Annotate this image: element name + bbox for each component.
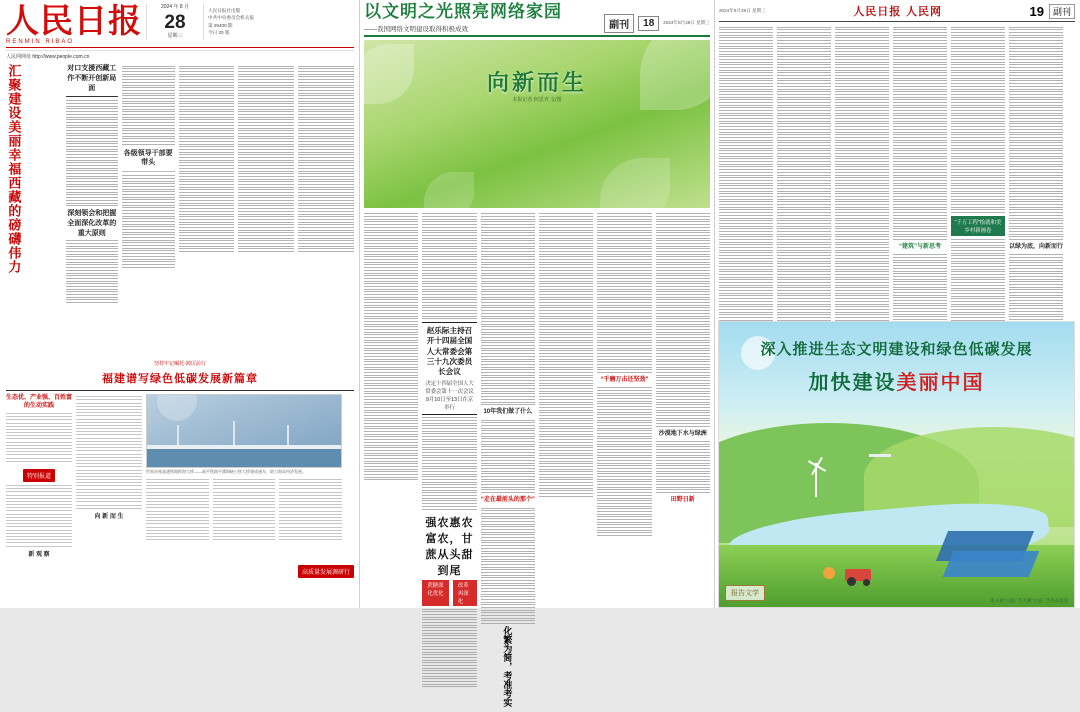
solar-panel-icon <box>943 551 1040 577</box>
body-text <box>656 213 710 426</box>
body-text <box>66 240 118 303</box>
right-column-head-0: “建筑”与新思考 <box>898 244 941 250</box>
divider <box>122 171 175 172</box>
quality-development-tag: 高质量发展调研行 <box>298 565 354 578</box>
box-news <box>422 322 476 415</box>
masthead-line-0: 中共中央委员会机关报 <box>208 15 254 21</box>
column-head-0: 坚持牢记嘱托·踔厉前行 <box>154 361 206 367</box>
body-text <box>539 213 593 496</box>
drone-icon <box>869 454 891 457</box>
masthead-info <box>208 4 354 36</box>
small-item-title-1: 新 观 察 <box>28 551 50 558</box>
body-text <box>76 396 142 509</box>
body-text <box>597 213 651 373</box>
body-text <box>422 609 476 688</box>
right-page-flag <box>1030 4 1075 19</box>
body-text <box>213 477 276 543</box>
body-text <box>597 387 651 536</box>
supplement-label: 副刊 <box>1049 4 1075 19</box>
left-col-3 <box>122 64 175 314</box>
middle-page-flag <box>604 14 710 33</box>
body-text <box>298 66 354 252</box>
poster-line-2-prefix: 加快建设 <box>808 372 897 394</box>
right-column-head-2: 以绿为底，向新而行 <box>1009 244 1064 250</box>
mid-head-4: 沙漠地下水与绿洲 <box>658 430 707 437</box>
middle-page-title: 以文明之光照亮网络家园 <box>364 2 562 21</box>
middle-col-1 <box>364 212 418 712</box>
newspaper-pinyin: RENMIN RIBAO <box>6 39 75 45</box>
sub-head-1: 深刻领会和把握全面深化改革的重大原则 <box>67 210 117 237</box>
flower-icon <box>823 567 835 579</box>
banner-image <box>364 40 710 208</box>
photo-bridge <box>146 394 342 468</box>
body-text <box>146 477 209 543</box>
body-text <box>951 27 1005 213</box>
middle-page-date: 2024年8月28日 星期三 <box>663 20 710 26</box>
tag-row <box>422 580 476 606</box>
body-text <box>6 413 72 462</box>
left-masthead <box>6 1 354 48</box>
middle-col-6 <box>656 212 710 712</box>
body-text <box>66 100 118 206</box>
middle-col-3 <box>481 212 535 712</box>
special-report-tag: 特别报道 <box>23 469 55 482</box>
banner-byline: 本报记者 何思齐 文/图 <box>512 96 562 103</box>
page-number: 18 <box>638 16 659 31</box>
masthead-date <box>146 4 204 40</box>
body-text <box>179 66 235 252</box>
page-headline: 汇聚建设美丽幸福西藏的磅礴伟力 <box>6 64 22 274</box>
body-text <box>6 485 72 547</box>
right-masthead-title: 人民日报 人民网 <box>853 5 943 18</box>
left-lower-col-2 <box>76 394 142 559</box>
page-left <box>0 0 360 608</box>
mid-head-2: 10年我们做了什么 <box>483 409 533 416</box>
banner-title: 向新而生 <box>486 69 587 95</box>
masthead-url: 人民网网址 http://www.people.com.cn <box>6 50 354 61</box>
left-feature-headline: 福建谱写绿色低碳发展新篇章 <box>102 373 258 385</box>
mid-head-3: 化繁为简，考准考实 <box>502 626 513 708</box>
secondary-headline: 强农惠农富农，甘蔗从头甜到尾 <box>425 516 474 577</box>
body-text <box>122 66 175 145</box>
middle-col-2 <box>422 212 476 712</box>
middle-columns <box>364 212 710 712</box>
mid-head-1: “走在最前头的那个” <box>480 497 535 504</box>
left-col-5 <box>238 64 294 314</box>
body-text <box>238 66 294 252</box>
masthead-line-2: 今日 20 版 <box>208 30 230 36</box>
middle-page-subtitle: ——我国网络文明建设取得积极成效 <box>364 25 468 33</box>
divider <box>66 96 118 97</box>
left-lower-col-1 <box>6 394 72 559</box>
left-col-4 <box>179 64 235 314</box>
body-text <box>893 27 947 240</box>
supplement-label: 副刊 <box>604 14 634 33</box>
tag-0: 蔗糖深化优化 <box>422 580 449 606</box>
poster-line-1: 深入推进生态文明建设和绿色低碳发展 <box>760 341 1033 358</box>
left-col-6 <box>298 64 354 314</box>
mid-head-5: 田野日新 <box>670 497 695 504</box>
mid-head-0: “千磨万击还坚劲” <box>600 376 649 383</box>
masthead-weekday: 星期三 <box>167 32 183 39</box>
eco-poster <box>718 321 1075 608</box>
left-col-1 <box>6 64 62 314</box>
poster-line-2 <box>719 366 1074 395</box>
body-text <box>364 213 418 480</box>
left-lower-section <box>6 358 354 579</box>
middle-col-5 <box>597 212 651 712</box>
column-head-2: 生态优、产业强、百姓富的生动实践 <box>6 395 73 410</box>
newspaper-title: 人民日报 <box>6 1 142 40</box>
tractor-wheel <box>863 579 870 586</box>
poster-seal: 报告文学 <box>725 585 765 601</box>
poster-line-2-highlight: 美丽中国 <box>896 372 985 394</box>
left-photo-block <box>146 394 342 559</box>
divider <box>6 390 354 391</box>
page-number: 19 <box>1029 3 1044 19</box>
small-item-title-0: 向 新 而 生 <box>94 513 124 520</box>
body-text <box>1009 27 1063 240</box>
body-text <box>656 441 710 493</box>
middle-masthead <box>364 3 710 37</box>
masthead-line-1: 第 29400 期 <box>208 22 233 28</box>
middle-col-4 <box>539 212 593 712</box>
box-news-title: 赵乐际主持召开十四届全国人大常委会第三十九次委员长会议 <box>426 326 473 377</box>
body-text <box>122 175 175 267</box>
box-news-subtitle: 决定十四届全国人大常委会第十一次会议9月10日至13日在京举行 <box>425 381 474 412</box>
body-text <box>422 417 476 509</box>
sub-head-2: 各级领导干部要带头 <box>123 149 173 167</box>
masthead-org: 人民日报社出版 <box>208 8 241 13</box>
tractor-wheel <box>847 577 856 586</box>
body-text <box>481 508 535 625</box>
right-page-date: 2024年8月28日 星期三 <box>719 8 766 13</box>
right-column-head-1: “千万工程”绘就和美乡村新画卷 <box>951 216 1005 236</box>
photo-caption: 世界首座高速铁路跨海大桥——福平铁路平潭海峡公铁大桥建成通车，助力海岛经济发展。 <box>146 469 306 474</box>
right-masthead <box>719 3 1075 22</box>
left-columns <box>6 64 354 314</box>
left-feature-headline-wrap <box>6 369 354 387</box>
body-text <box>481 213 535 405</box>
page-middle <box>360 0 715 708</box>
body-text <box>422 213 476 319</box>
page-right <box>715 0 1080 608</box>
tag-1: 改革再深化 <box>453 580 477 606</box>
left-col-2 <box>66 64 118 314</box>
masthead-date-year: 2024 年 8 月 <box>160 4 190 10</box>
body-text <box>481 420 535 494</box>
body-text <box>279 477 342 543</box>
poster-credit: 第 4 届“公益广告大赛”公益广告作品选登 <box>989 598 1068 603</box>
masthead-date-day: 28 <box>164 11 186 33</box>
sub-head-0: 对口支援西藏工作不断开创新局面 <box>67 65 117 92</box>
